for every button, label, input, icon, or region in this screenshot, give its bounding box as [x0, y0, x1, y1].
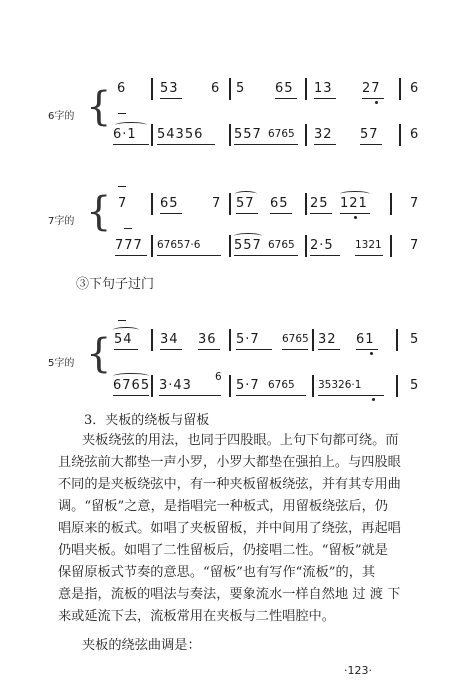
section-title: 3．夹板的绕板与留板 — [84, 413, 210, 428]
note-group: 54 — [114, 332, 133, 347]
bar-line — [229, 78, 231, 100]
bar-line — [390, 193, 392, 215]
bar-line — [229, 375, 231, 397]
note-group: 557 — [234, 238, 262, 253]
note-group: 65 — [160, 196, 179, 211]
brace-icon: { — [86, 84, 112, 130]
note-group: 7 — [410, 238, 420, 253]
bar-line — [229, 329, 231, 351]
note-group: 32 — [318, 332, 337, 347]
paragraph-line: 意是指，流板的唱法与奏法，要象流水一样自然地 过 渡 下 — [58, 587, 401, 602]
subheading: ③下句子过门 — [76, 277, 155, 292]
bar-line — [305, 193, 307, 215]
note-group: 54356 — [157, 127, 204, 142]
bar-line — [151, 193, 153, 215]
note-group: 34 — [160, 332, 179, 347]
note-group: 6765 — [282, 333, 309, 345]
paragraph-line: 不同的是夹板绕弦中，有一种夹板留板绕弦，并有其专用曲 — [58, 477, 401, 492]
note-group: 5 — [410, 378, 420, 393]
note-group: 6765 — [268, 239, 295, 251]
paragraph-line: 且绕弦前大都垫一声小罗，小罗大都垫在强拍上。与四股眼 — [58, 455, 401, 470]
bar-line — [390, 235, 392, 257]
note-group: 121 — [340, 196, 368, 211]
note-group: 2·5 — [310, 238, 334, 253]
bar-line — [396, 329, 398, 351]
note-group: 6 — [410, 127, 420, 142]
bar-line — [151, 78, 153, 100]
bar-line — [305, 78, 307, 100]
bar-line — [305, 235, 307, 257]
note-group: 27 — [362, 81, 381, 96]
section-label-6: 6字的 — [48, 111, 75, 122]
note-group: 3·43 — [159, 378, 192, 393]
note-group: 25 — [310, 196, 329, 211]
bar-line — [151, 235, 153, 257]
note-group: 6765 — [113, 378, 151, 393]
note-group: 65 — [270, 196, 289, 211]
bar-line — [229, 193, 231, 215]
note-group: 5·7 — [236, 332, 260, 347]
note-group: 777 — [115, 238, 143, 253]
note-group: 6765 — [268, 128, 295, 140]
paragraph-line: 仍唱夹板。如唱了二性留板后，仍接唱二性。“留板”就是 — [58, 543, 388, 558]
bar-line — [151, 375, 153, 397]
bar-line — [151, 124, 153, 146]
brace-icon: { — [86, 189, 112, 235]
note-group: 5 — [410, 332, 420, 347]
note-group: 7 — [410, 196, 420, 211]
note-group: 32 — [314, 127, 333, 142]
bar-line — [305, 124, 307, 146]
note-group: 35326·1 — [318, 379, 362, 391]
bar-line — [399, 124, 401, 146]
note-group: 53 — [160, 81, 179, 96]
note-group: 6·1 — [113, 127, 137, 142]
bar-line — [399, 78, 401, 100]
note-group: 5 — [236, 81, 246, 96]
paragraph-line: 调。“留板”之意，是指唱完一种板式，用留板绕弦后，仍 — [58, 499, 388, 514]
note-group: 557 — [234, 127, 262, 142]
note-group: 36 — [198, 332, 217, 347]
paragraph-line: 唱原来的板式。如唱了夹板留板，并中间用了绕弦，再起唱 — [58, 521, 401, 536]
page-number: ·123· — [344, 664, 372, 677]
note-group: 57 — [236, 196, 255, 211]
bar-line — [312, 375, 314, 397]
bar-line — [229, 235, 231, 257]
note-group: 57 — [360, 127, 379, 142]
paragraph-line: 保留原板式节奏的意思。“留板”也有写作“流板”的，其 — [58, 565, 376, 580]
section-label-7: 7字的 — [48, 216, 75, 227]
note-group: 1321 — [355, 239, 382, 251]
brace-icon: { — [86, 331, 112, 377]
note-group: 67657·6 — [157, 239, 201, 251]
note-group: 65 — [275, 81, 294, 96]
note-group: 6765 — [268, 379, 295, 391]
note-group: 6 — [215, 371, 222, 383]
bar-line — [312, 329, 314, 351]
note-group: 13 — [314, 81, 333, 96]
note-group: 6 — [117, 81, 127, 96]
note-group: 6 — [211, 81, 221, 96]
note-group: 5·7 — [236, 378, 260, 393]
note-group: 61 — [356, 332, 375, 347]
bar-line — [229, 124, 231, 146]
note-group: 7 — [118, 196, 128, 211]
note-group: 6 — [410, 81, 420, 96]
paragraph-line: 来或延流下去，流板常用在夹板与二性唱腔中。 — [58, 609, 335, 624]
bar-line — [396, 375, 398, 397]
section-label-5: 5字的 — [48, 358, 75, 369]
note-group: 7 — [212, 196, 222, 211]
paragraph-line: 夹板绕弦的用法，也同于四股眼。上句下句都可绕。而 — [82, 433, 399, 448]
closing-line: 夹板的绕弦曲调是： — [82, 638, 201, 653]
bar-line — [151, 329, 153, 351]
